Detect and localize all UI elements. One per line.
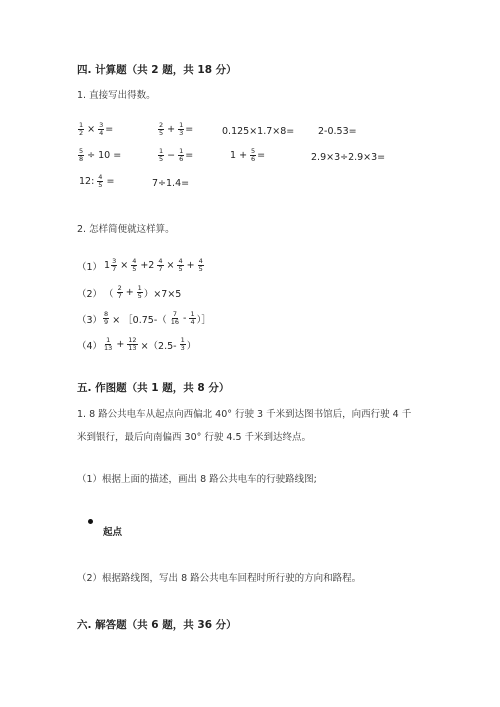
expr-r2c: 1 + $\frac{5}{6}$ = (230, 147, 266, 163)
fraction: 1 4 (190, 310, 195, 326)
fraction: $\frac{8}{9}$ (104, 310, 109, 326)
fraction: $\frac{4}{5}$ (98, 173, 103, 189)
drawing-question-line1: 1. 8 路公共电车从起点向西偏北 40° 行驶 3 千米到达图书馆后，向西行驶 4 千 (77, 409, 412, 420)
fraction: $\frac{1}{5}$ (137, 284, 142, 300)
fraction: $\frac{3}{4}$ (99, 121, 104, 137)
fraction: $\frac{3}{7}$ (112, 257, 117, 273)
start-point-dot (88, 519, 93, 524)
fraction: $\frac{4}{5}$ (178, 257, 183, 273)
fraction: $\frac{1}{2}$ (79, 121, 84, 137)
fraction: 2 5 (159, 121, 164, 137)
fraction: $\frac{5}{6}$ (251, 147, 256, 163)
section4-title: 四. 计算题（共 2 题，共 18 分） (77, 64, 237, 76)
expr-r1b: 2 5 + $\frac{1}{3}$ = (159, 121, 194, 137)
section6-title: 六. 解答题（共 6 题，共 36 分） (77, 619, 237, 631)
fraction: $\frac{4}{5}$ (198, 257, 203, 273)
fraction: $\frac{1}{3}$ (179, 121, 184, 137)
simplify-problem-4: （4） 1 13 + $\frac{12}{13}$ ×（2.5- 1 3 ） (77, 336, 197, 352)
expr-r2d: 2.9×3÷2.9×3= (311, 152, 386, 163)
expr-r3a: 12: $\frac{4}{5}$ = (79, 173, 115, 189)
fraction: 1 3 (180, 336, 185, 352)
fraction: 7 16 (170, 310, 180, 326)
expr-r1c: 0.125×1.7×8= (222, 126, 295, 137)
simplify-problem-1: （1） 1 $\frac{3}{7}$ × $\frac{4}{5}$ +2 $\frac{4}{7}$ × $\frac{4}{5}$ + $\frac{4}{5}$ (77, 257, 203, 273)
expr-r1d: 2-0.53= (318, 126, 357, 137)
question2-prompt: 2. 怎样简便就这样算。 (77, 224, 175, 235)
expr-r3b: 7÷1.4= (152, 178, 190, 189)
fraction: 2 7 (117, 284, 122, 300)
drawing-subquestion-2: （2）根据路线图，写出 8 路公共电车回程时所行驶的方向和路程。 (77, 573, 362, 584)
fraction: $\frac{4}{5}$ (132, 257, 137, 273)
fraction: 1 5 (159, 147, 164, 163)
simplify-problem-2: （2） （ 2 7 + $\frac{1}{5}$ ）×7×5 (77, 284, 182, 300)
question1-prompt: 1. 直接写出得数。 (77, 90, 156, 101)
fraction: $\frac{5}{8}$ (79, 147, 84, 163)
expr-r1a: $\frac{1}{2}$ × $\frac{3}{4}$ = (79, 121, 114, 137)
expr-r2b: 1 5 − $\frac{1}{6}$ = (159, 147, 194, 163)
fraction: $\frac{1}{6}$ (179, 147, 184, 163)
fraction: $\frac{12}{13}$ (128, 336, 137, 352)
section5-title: 五. 作图题（共 1 题，共 8 分） (77, 382, 230, 394)
simplify-problem-3: （3） $\frac{8}{9}$ × ［0.75-（ 7 16 - 1 4 ）］ (77, 310, 211, 326)
drawing-question-line2: 米到银行，最后向南偏西 30° 行驶 4.5 千米到达终点。 (77, 432, 312, 443)
expr-r2a: $\frac{5}{8}$ ÷ 10 = (79, 147, 122, 163)
fraction: $\frac{4}{7}$ (158, 257, 163, 273)
start-point-label: 起点 (103, 527, 123, 538)
fraction: 1 13 (104, 336, 113, 352)
drawing-subquestion-1: （1）根据上面的描述，画出 8 路公共电车的行驶路线图; (77, 474, 317, 485)
